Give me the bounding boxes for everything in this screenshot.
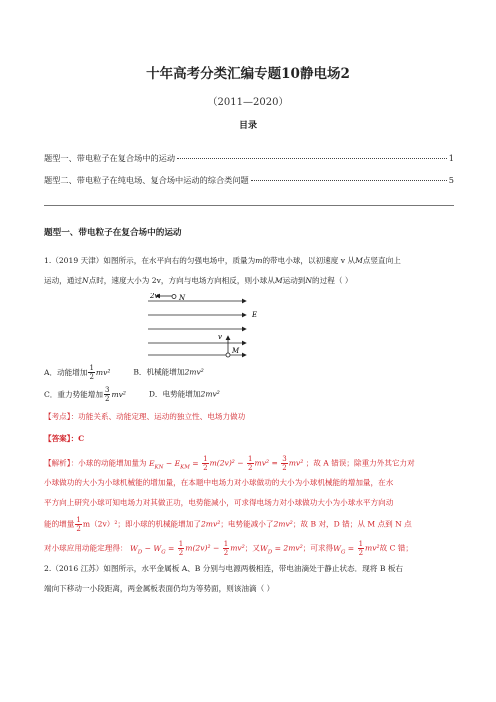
label-E: E (252, 311, 258, 319)
document-title: 十年高考分类汇编专题10静电场2 (146, 66, 350, 82)
toc-entry-page: 1 (448, 153, 454, 163)
q2-stem-line-1: 2.（2016 江苏）如图所示，水平金属板 A、B 分别与电源两极相连，带电油滴处于静止状态．现将 B 板右 (44, 564, 404, 573)
ball-at-N (172, 295, 176, 299)
option-c[interactable]: C．重力势能增加 $\frac{3}{2}$ mv² (44, 386, 126, 403)
q1-answer: 【答案】：C (44, 434, 85, 443)
q1-stem-line-2: 运动，通过N点时，速度大小为 2v，方向与电场方向相反，则小球从M运动到N的过程（ ） (44, 276, 353, 285)
toc-entry-page: 5 (448, 175, 454, 185)
toc-leader-dots (177, 158, 447, 159)
ball-at-M (226, 353, 230, 357)
toc-leader-dots (251, 180, 447, 181)
toc-heading: 目录 (238, 121, 257, 131)
section-heading: 题型一、带电粒子在复合场中的运动 (44, 228, 182, 238)
label-2v: 2v (150, 293, 159, 300)
toc-entry-2[interactable] (44, 175, 454, 186)
label-M: M (232, 347, 240, 355)
option-a[interactable]: A．动能增加 $\frac{1}{2}$ mv² (44, 364, 111, 381)
q1-kaodian: 【考点】：功能关系、动能定理、运动的独立性、电场力做功 (44, 412, 246, 421)
option-b[interactable]: B．机械能增加2mv² (133, 367, 204, 377)
q1-analysis-line-1: 【解析】：小球的动能增加量为 $E_{KN} - E_{KM}$ = $\frac{1}{2}$ m(2v)² − $\frac{1}{2}$ mv² = $\frac{3}{2}$ mv² ；故 A 错误；除重力外其它力对 (44, 455, 415, 472)
option-d[interactable]: D．电势能增加2mv² (148, 389, 220, 399)
q1-analysis-line-5: 对小球应用动能定理得： $W_D - W_G$ = $\frac{1}{2}$ m(2v)² − $\frac{1}{2}$ mv²；又$W_D = 2mv^2$；可求得$W_G$ = $\frac{1}{2}$ mv²故 C 错； (44, 540, 413, 557)
q1-analysis-line-4: 能的增量 $\frac{1}{2}$ m（2v）²；即小球的机械能增加了2mv²；电势能减小了2mv²；故 B 对，D 错；从 M 点到 N 点 (44, 516, 412, 533)
label-v: v (218, 333, 222, 341)
section-divider (44, 205, 454, 206)
toc-entry-label: 题型一、带电粒子在复合场中的运动 (44, 153, 176, 163)
q1-stem-line-1: 1.（2019 天津）如图所示，在水平向右的匀强电场中，质量为m的带电小球，以初速度 v 从M点竖直向上 (44, 256, 401, 265)
q1-analysis-line-3: 平方向上研究小球可知电场力对其做正功，电势能减小，可求得电场力对小球做功大小为小球水平方向动 (44, 498, 394, 507)
q1-field-figure (146, 293, 266, 361)
toc-entry-1[interactable] (44, 153, 454, 164)
q2-stem-line-2: 端向下移动一小段距离，两金属板表面仍均为等势面，则该油滴（ ） (44, 584, 275, 593)
field-diagram (146, 293, 266, 361)
toc-entry-label: 题型二、带电粒子在纯电场、复合场中运动的综合类问题 (44, 175, 249, 185)
label-N: N (179, 294, 186, 302)
q1-options-row-2 (44, 386, 454, 403)
q1-analysis-line-2: 小球做功的大小为小球机械能的增加量，在本题中电场力对小球做功的大小为小球机械能的增加量，在水 (44, 478, 394, 487)
document-subtitle: （2011—2020） (207, 97, 289, 108)
q1-options-row-1 (44, 364, 454, 381)
